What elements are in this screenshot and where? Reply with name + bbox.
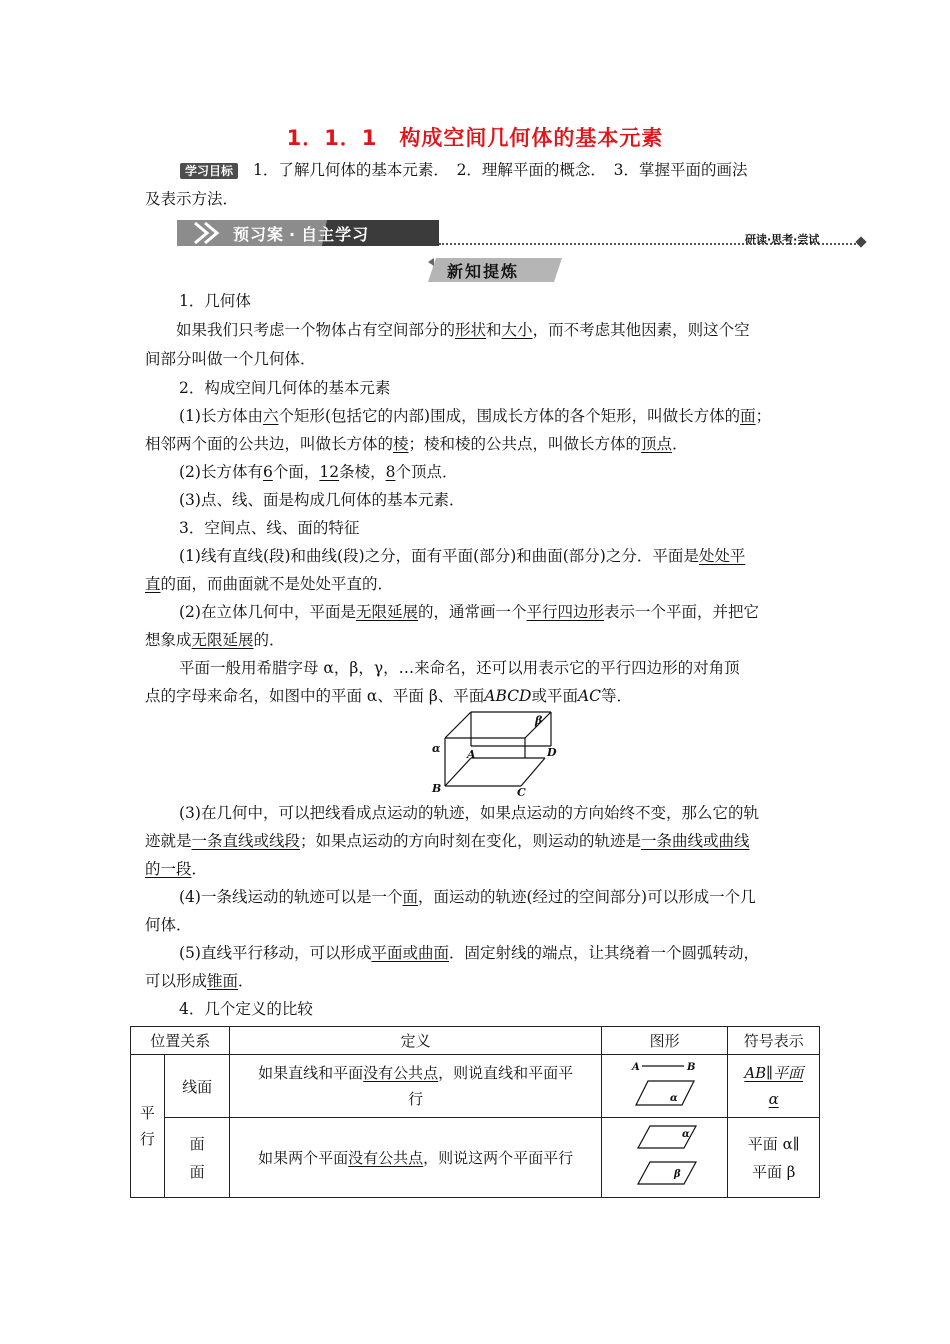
- table-row: [131, 1118, 820, 1198]
- box-figure: [425, 708, 565, 798]
- s3-a-line-1: (1)线有直线(段)和曲线(段)之分，面有平面(部分)和曲面(部分)之分．平面是处处平: [179, 547, 746, 565]
- table-header-row: [131, 1027, 820, 1055]
- type-cell: 线面: [164, 1055, 230, 1118]
- s2-line-4: (3)点、线、面是构成几何体的基本元素．: [179, 491, 465, 509]
- svg-text:β: β: [673, 1168, 681, 1180]
- section-3-heading: 3．空间点、线、面的特征: [179, 519, 360, 537]
- s3-d-line-1: (3)在几何中，可以把线看成点运动的轨迹，如果点运动的方向始终不变，那么它的轨: [179, 804, 759, 822]
- label-B: B: [432, 782, 442, 795]
- svg-text:A: A: [631, 1062, 640, 1073]
- svg-text:α: α: [681, 1128, 690, 1140]
- definition-cell: 如果两个平面没有公共点，则说这两个平面平行: [230, 1118, 601, 1198]
- label-alpha: α: [432, 742, 441, 755]
- type-cell: 面面: [164, 1118, 230, 1198]
- table-row: [131, 1055, 820, 1118]
- s1-para-line-2: 间部分叫做一个几何体．: [145, 350, 316, 368]
- s3-e-line-2: 何体．: [145, 916, 192, 934]
- s3-c-line-1: 平面一般用希腊字母 α，β，γ，…来命名，还可以用表示它的平行四边形的对角顶: [179, 659, 740, 677]
- s3-b-line-2: 想象成无限延展的．: [145, 631, 285, 649]
- goal-badge: 学习目标: [180, 163, 238, 179]
- figure-cell: [601, 1118, 728, 1198]
- s2-line-2: 相邻两个面的公共边，叫做长方体的棱；棱和棱的公共点，叫做长方体的顶点．: [145, 435, 688, 453]
- subheading: 新知提炼: [447, 262, 520, 281]
- s3-f-line-2: 可以形成锥面．: [145, 972, 254, 990]
- section-1-heading: 1．几何体: [179, 292, 251, 310]
- svg-text:B: B: [686, 1062, 696, 1073]
- s2-line-1: (1)长方体由六个矩形(包括它的内部)围成，围成长方体的各个矩形，叫做长方体的面；: [179, 407, 772, 425]
- goal-line-1: 1．了解几何体的基本元素． 2．理解平面的概念． 3．掌握平面的画法: [252, 161, 748, 179]
- header-cell: 位置关系: [131, 1027, 230, 1055]
- header-cell: 符号表示: [728, 1027, 820, 1055]
- learning-goals: [180, 156, 748, 186]
- s3-e-line-1: (4)一条线运动的轨迹可以是一个面，面运动的轨迹(经过的空间部分)可以形成一个几: [179, 888, 756, 906]
- group-cell: 平行: [131, 1055, 165, 1198]
- diamond-icon: [855, 236, 866, 247]
- label-A: A: [467, 748, 476, 761]
- header-cell: 图形: [601, 1027, 728, 1055]
- section-4-heading: 4．几个定义的比较: [179, 1000, 313, 1018]
- label-D: D: [547, 746, 557, 759]
- s3-a-line-2: 直的面，而曲面就不是处处平直的．: [145, 575, 394, 593]
- s1-para-line-1: 如果我们只考虑一个物体占有空间部分的形状和大小，而不考虑其他因素，则这个空: [176, 321, 750, 339]
- header-cell: 定义: [230, 1027, 601, 1055]
- s3-d-line-2: 迹就是一条直线或线段；如果点运动的方向时刻在变化，则运动的轨迹是一条曲线或曲线: [145, 832, 750, 850]
- figure-cell: [601, 1055, 728, 1118]
- label-beta: β: [535, 714, 543, 727]
- line-plane-figure: [630, 1059, 700, 1109]
- banner-right-text: 研读·思考·尝试: [745, 233, 820, 246]
- s3-c-line-2: 点的字母来命名，如图中的平面 α、平面 β、平面ABCD或平面AC等．: [145, 687, 633, 705]
- comparison-table: [130, 1026, 820, 1198]
- symbol-cell: AB∥平面 α: [728, 1055, 820, 1118]
- goal-line-2: 及表示方法．: [145, 190, 239, 208]
- section-2-heading: 2．构成空间几何体的基本元素: [179, 379, 391, 397]
- s3-b-line-1: (2)在立体几何中，平面是无限延展的，通常画一个平行四边形表示一个平面，并把它: [179, 603, 760, 621]
- symbol-cell: 平面 α∥ 平面 β: [728, 1118, 820, 1198]
- definition-cell: 如果直线和平面没有公共点，则说直线和平面平 行: [230, 1055, 601, 1118]
- s3-d-line-3: 的一段．: [145, 860, 208, 878]
- svg-text:α: α: [669, 1093, 678, 1104]
- label-C: C: [517, 786, 526, 798]
- banner-title: 预习案 · 自主学习: [233, 225, 370, 244]
- s3-f-line-1: (5)直线平行移动，可以形成平面或曲面．固定射线的端点，让其绕着一个圆弧转动，: [179, 944, 759, 962]
- plane-plane-figure: [630, 1122, 700, 1190]
- s2-line-3: (2)长方体有6个面，12条棱，8个顶点．: [179, 463, 458, 481]
- page-title: 1．1．1 构成空间几何体的基本元素: [286, 126, 664, 150]
